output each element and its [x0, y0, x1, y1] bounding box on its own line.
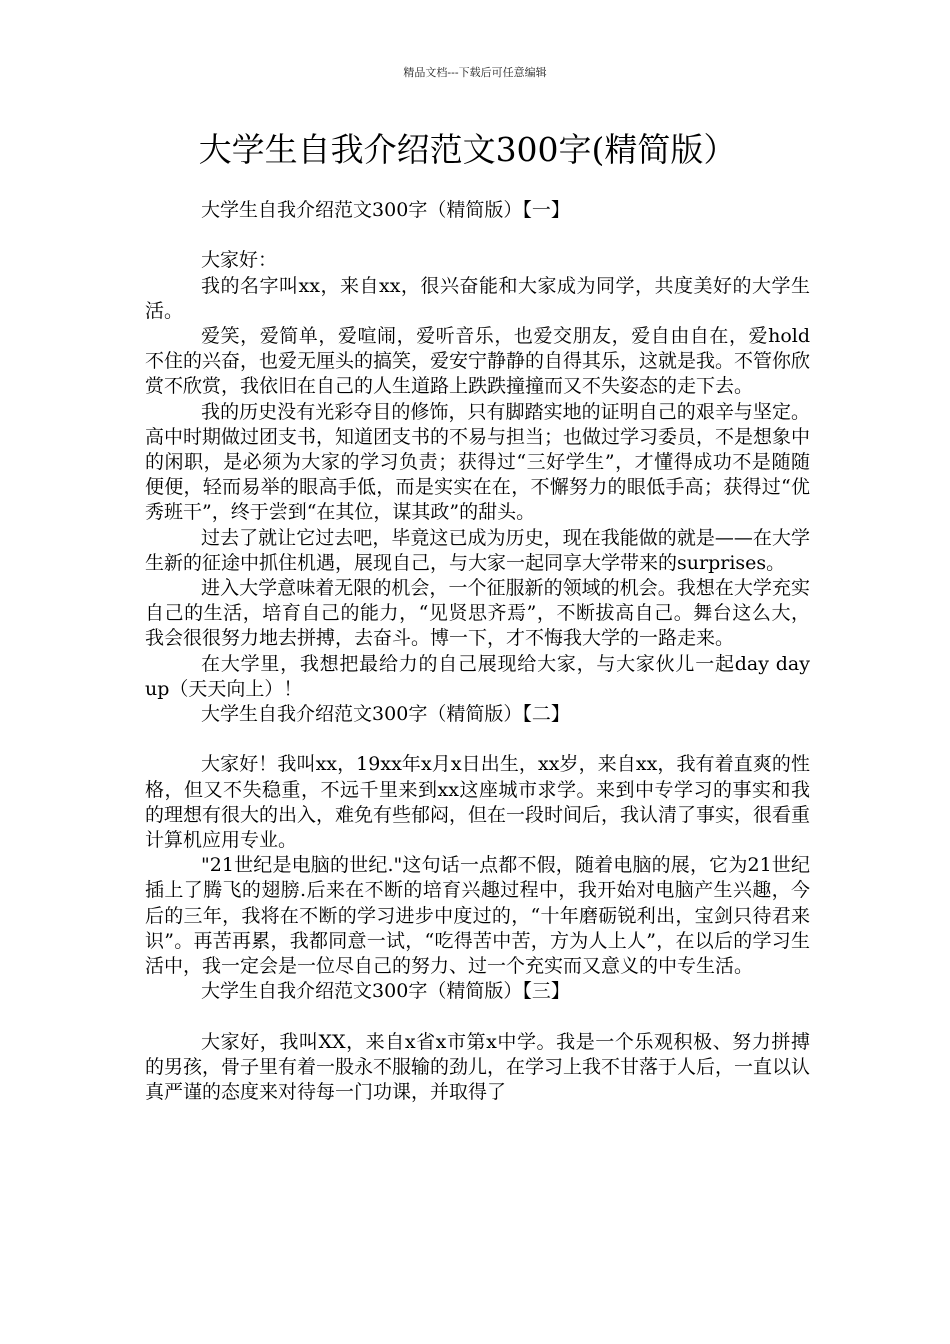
paragraph: 大家好，我叫XX，来自x省x市第x中学。我是一个乐观积极、努力拼搏的男孩，骨子里有着一股永不服输的劲儿，在学习上我不甘落于人后，一直以认真严谨的态度来对待每一门功课，并取得了	[145, 1030, 811, 1104]
paragraph: 我的名字叫xx，来自xx，很兴奋能和大家成为同学，共度美好的大学生活。	[145, 274, 810, 322]
paragraph: "21世纪是电脑的世纪."这句话一点都不假，随着电脑的展，它为21世纪插上了腾飞的翅膀.后来在不断的培育兴趣过程中，我开始对电脑产生兴趣，今后的三年，我将在不断的学习进步中度过的，“十年磨砺锐利出，宝剑只待君来识”。再苦再累，我都同意一试，“吃得苦中苦，方为人上人”，在以后的学习生活中，我一定会是一位尽自己的努力、过一个充实而又意义的中专生活。	[145, 854, 810, 978]
header-note: 精品文档---下载后可任意编辑	[403, 66, 547, 79]
paragraph: 大家好：	[201, 249, 278, 272]
paragraph: 爱笑，爱简单，爱喧闹，爱听音乐，也爱交朋友，爱自由自在，爱hold不住的兴奋，也爱无厘头的搞笑，爱安宁静静的自得其乐，这就是我。不管你欣赏不欣赏，我依旧在自己的人生道路上跌跌撞撞而又不失姿态的走下去。	[145, 325, 811, 398]
section-heading: 大学生自我介绍范文300字（精简版）【一】	[201, 199, 570, 221]
section-heading: 大学生自我介绍范文300字（精简版）【三】	[201, 980, 570, 1003]
paragraph: 过去了就让它过去吧，毕竟这已成为历史，现在我能做的就是——在大学生新的征途中抓住机遇，展现自己，与大家一起同享大学带来的surprises。	[145, 526, 810, 574]
paragraph: 在大学里，我想把最给力的自己展现给大家，与大家伙儿一起day day up（天天向上）！	[145, 652, 810, 700]
paragraph: 大家好！我叫xx，19xx年x月x日出生，xx岁，来自xx，我有着直爽的性格，但又不失稳重，不远千里来到xx这座城市求学。来到中专学习的事实和我的理想有很大的出入，难免有些郁闷，但在一段时间后，我认清了事实，很看重计算机应用专业。	[145, 753, 811, 852]
paragraph: 进入大学意味着无限的机会，一个征服新的领域的机会。我想在大学充实自己的生活，培育自己的能力，“见贤思齐焉”，不断拔高自己。舞台这么大，我会很很努力地去拼搏，去奋斗。博一下，才不悔我大学的一路走来。	[145, 577, 810, 650]
document-title: 大学生自我介绍范文300字(精简版）	[198, 130, 737, 169]
section-heading: 大学生自我介绍范文300字（精简版）【二】	[201, 703, 570, 726]
paragraph: 我的历史没有光彩夺目的修饰，只有脚踏实地的证明自己的艰辛与坚定。高中时期做过团支书，知道团支书的不易与担当；也做过学习委员，不是想象中的闲职，是必须为大家的学习负责；获得过“三好学生”，才懂得成功不是随随便便，轻而易举的眼高手低，而是实实在在，不懈努力的眼低手高；获得过“优秀班干”，终于尝到“在其位，谋其政”的甜头。	[145, 400, 811, 524]
document-body	[145, 198, 810, 1105]
